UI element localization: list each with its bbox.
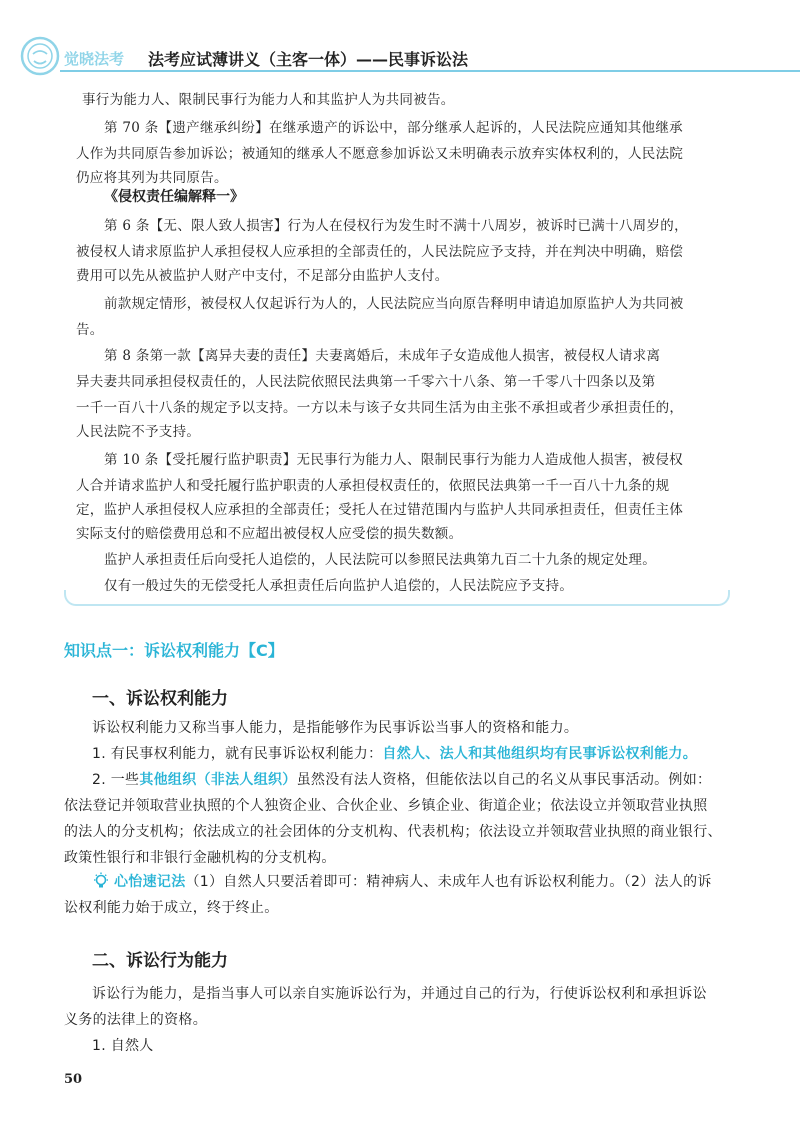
box-line: 事行为能力人、限制民事行为能力人和其监护人为共同被告。 (82, 92, 455, 108)
box-line: 实际支付的赔偿费用总和不应超出被侵权人应受偿的损失数额。 (76, 526, 463, 542)
highlight-text: 自然人、法人和其他组织均有民事诉讼权利能力。 (382, 746, 698, 762)
section-heading: 一、诉讼权利能力 (92, 689, 228, 709)
brand-logo-icon (20, 36, 60, 76)
box-subtitle: 《侵权责任编解释一》 (104, 189, 244, 205)
memo-line: 讼权利能力始于成立，终于终止。 (64, 900, 279, 916)
brand-name: 觉晓法考 (64, 50, 125, 68)
box-line: 人合并请求监护人和受托履行监护职责的人承担侵权责任的，依照民法典第一千一百八十九条的规 (76, 478, 670, 494)
box-line: 告。 (76, 322, 104, 338)
box-line: 一千一百八十八条的规定予以支持。一方以未与该子女共同生活为由主张不承担或者少承担责任的， (76, 400, 684, 416)
box-line: 第 8 条第一款【离异夫妻的责任】夫妻离婚后，未成年子女造成他人损害，被侵权人请求离 (104, 348, 661, 364)
paragraph-line: 义务的法律上的资格。 (64, 1012, 207, 1028)
paragraph-line: 政策性银行和非银行金融机构的分支机构。 (64, 850, 336, 866)
box-line: 被侵权人请求原监护人承担侵权人应承担的全部责任的，人民法院应予支持，并在判决中明确，赔偿 (76, 244, 684, 260)
box-line: 人民法院不予支持。 (76, 424, 201, 440)
box-line: 第 10 条【受托履行监护职责】无民事行为能力人、限制民事行为能力人造成他人损害，被侵权 (104, 452, 683, 468)
memo-label: 心怡速记法 (114, 874, 186, 890)
list-item-text: 虽然没有法人资格，但能依法以自己的名义从事民事活动。例如： (296, 772, 712, 788)
section-heading: 二、诉讼行为能力 (92, 951, 228, 971)
page-number: 50 (64, 1072, 83, 1087)
memo-text: （1）自然人只要活着即可：精神病人、未成年人也有诉讼权利能力。（2）法人的诉 (185, 874, 712, 890)
list-item-text: 2. 一些 (92, 772, 140, 788)
list-item: 1. 自然人 (92, 1038, 154, 1054)
memo-line (114, 868, 712, 896)
box-line: 第 6 条【无、限人致人损害】行为人在侵权行为发生时不满十八周岁，被诉时已满十八周岁的， (104, 218, 688, 234)
knowledge-point-heading: 知识点一：诉讼权利能力【C】 (64, 641, 284, 660)
lightbulb-icon (92, 872, 110, 890)
box-line: 监护人承担责任后向受托人追偿的，人民法院可以参照民法典第九百二十九条的规定处理。 (104, 552, 656, 568)
paragraph: 诉讼权利能力又称当事人能力，是指能够作为民事诉讼当事人的资格和能力。 (92, 720, 579, 736)
box-line: 第 70 条【遗产继承纠纷】在继承遗产的诉讼中，部分继承人起诉的，人民法院应通知其他继承 (104, 120, 683, 136)
list-item-text: 1. 有民事权利能力，就有民事诉讼权利能力： (92, 746, 383, 762)
box-line: 仍应将其列为共同原告。 (76, 170, 228, 186)
header-divider (60, 70, 800, 72)
box-line: 费用可以先从被监护人财产中支付，不足部分由监护人支付。 (76, 268, 449, 284)
list-item (92, 766, 711, 794)
box-line: 定，监护人承担侵权人应承担的全部责任；受托人在过错范围内与监护人共同承担责任，但责任主体 (76, 502, 684, 518)
page-header (0, 0, 800, 70)
box-line: 异夫妻共同承担侵权责任的，人民法院依照民法典第一千零六十八条、第一千零八十四条以及第 (76, 374, 656, 390)
header-title: 法考应试薄讲义（主客一体）——民事诉讼法 (148, 50, 469, 69)
paragraph: 诉讼行为能力，是指当事人可以亲自实施诉讼行为，并通过自己的行为，行使诉讼权利和承担诉讼 (92, 986, 707, 1002)
box-line: 仅有一般过失的无偿受托人承担责任后向监护人追偿的，人民法院应予支持。 (104, 578, 574, 594)
box-line: 人作为共同原告参加诉讼；被通知的继承人不愿意参加诉讼又未明确表示放弃实体权利的，人民法院 (76, 146, 684, 162)
highlight-text: 其他组织（非法人组织） (139, 772, 297, 788)
paragraph-line: 的法人的分支机构；依法成立的社会团体的分支机构、代表机构；依法设立并领取营业执照的商业银行、 (64, 824, 722, 840)
box-line: 前款规定情形，被侵权人仅起诉行为人的，人民法院应当向原告释明申请追加原监护人为共同被 (104, 296, 684, 312)
paragraph-line: 依法登记并领取营业执照的个人独资企业、合伙企业、乡镇企业、街道企业；依法设立并领取营业执照 (64, 798, 708, 814)
list-item (92, 740, 697, 768)
